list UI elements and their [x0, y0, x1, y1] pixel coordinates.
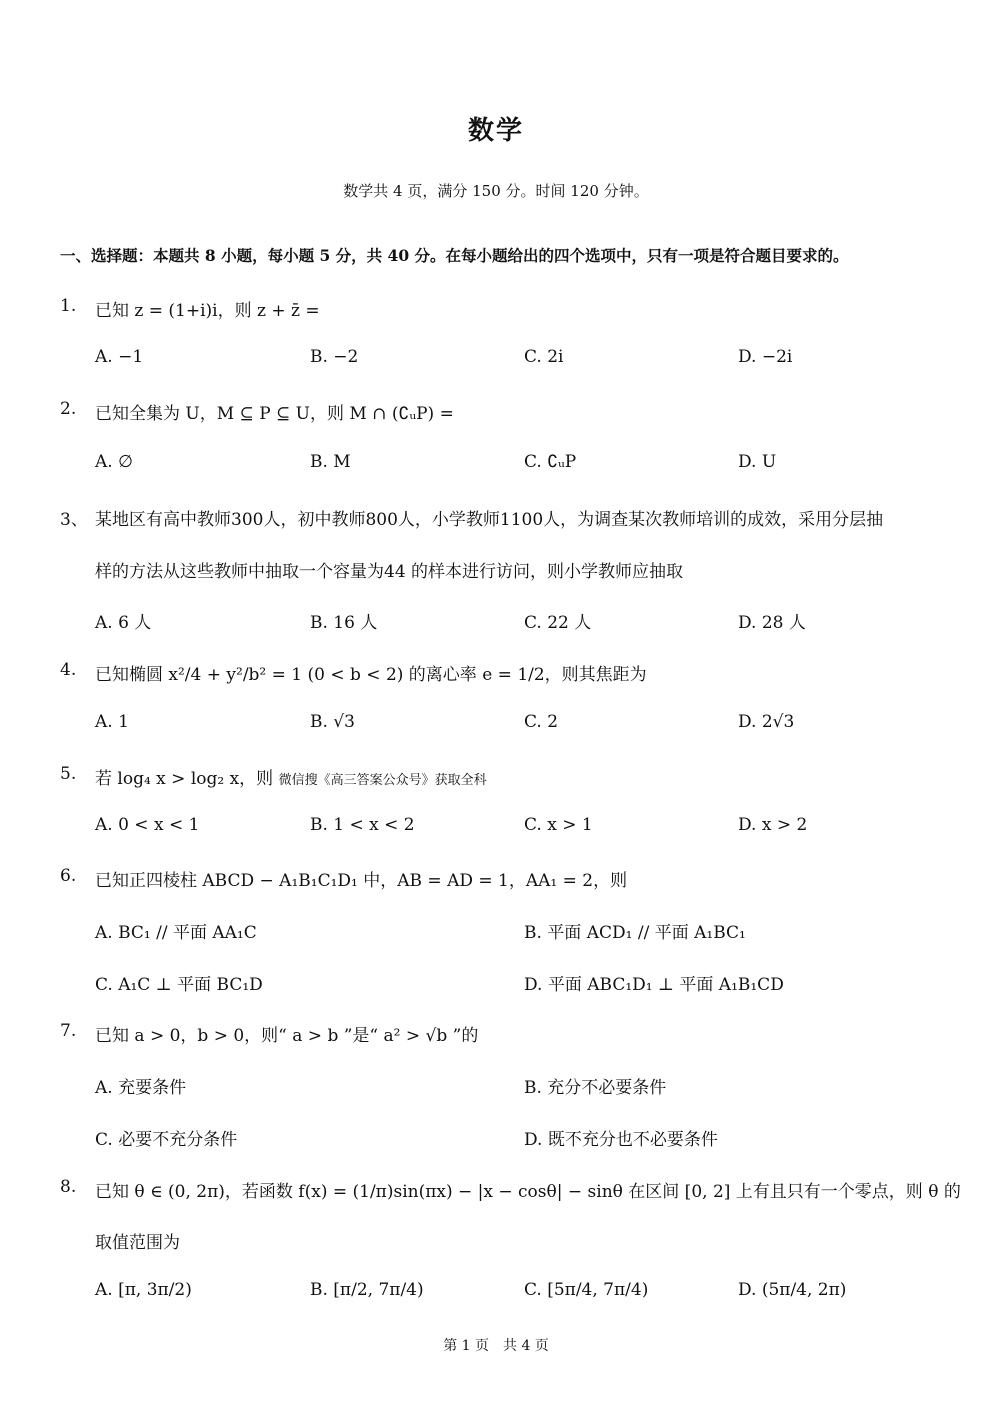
- option-a: A. 6 人: [95, 613, 152, 633]
- section-heading: 一、选择题：本题共 8 小题，每小题 5 分，共 40 分。在每小题给出的四个选项中，只有一项是符合题目要求的。: [60, 246, 849, 265]
- option-a: A. −1: [95, 347, 144, 367]
- option-c: C. 2i: [524, 347, 564, 367]
- question-stem: 已知 z = (1+i)i，则 z + z̄ =: [95, 301, 320, 321]
- option-c: C. 必要不充分条件: [95, 1130, 238, 1150]
- option-a: A. ∅: [95, 452, 133, 472]
- option-b: B. M: [310, 452, 351, 472]
- watermark-note: 微信搜《高三答案公众号》获取全科: [278, 773, 487, 788]
- option-d: D. (5π/4, 2π): [738, 1280, 847, 1300]
- question-stem: 已知 a > 0，b > 0，则“ a > b ”是“ a² > √b ”的: [95, 1026, 479, 1046]
- option-a: A. 1: [95, 712, 129, 732]
- option-b: B. −2: [310, 347, 359, 367]
- question-stem-continued: 取值范围为: [95, 1233, 180, 1253]
- option-c: C. [5π/4, 7π/4): [524, 1280, 649, 1300]
- page-subtitle: 数学共 4 页，满分 150 分。时间 120 分钟。: [343, 182, 649, 200]
- question-number: 1.: [60, 296, 77, 316]
- option-b: B. 平面 ACD₁ // 平面 A₁BC₁: [524, 923, 746, 943]
- option-b: B. 充分不必要条件: [524, 1078, 667, 1098]
- question-stem: 若 log₄ x > log₂ x，则: [95, 769, 274, 789]
- option-d: D. U: [738, 452, 777, 472]
- option-a: A. 0 < x < 1: [95, 815, 200, 835]
- option-b: B. 1 < x < 2: [310, 815, 415, 835]
- option-d: D. 28 人: [738, 613, 806, 633]
- question-number: 2.: [60, 399, 77, 419]
- question-stem: 某地区有高中教师300人，初中教师800人，小学教师1100人，为调查某次教师培训的成效，采用分层抽: [95, 510, 884, 530]
- question-number: 3、: [60, 510, 88, 530]
- question-number: 5.: [60, 764, 77, 784]
- page-title: 数学: [467, 116, 524, 146]
- question-stem: 已知正四棱柱 ABCD − A₁B₁C₁D₁ 中，AB = AD = 1，AA₁ = 2，则: [95, 871, 628, 891]
- option-d: D. 平面 ABC₁D₁ ⊥ 平面 A₁B₁CD: [524, 975, 784, 995]
- option-d: D. x > 2: [738, 815, 808, 835]
- question-number: 6.: [60, 866, 77, 886]
- option-c: C. 2: [524, 712, 559, 732]
- question-number: 4.: [60, 660, 77, 680]
- option-c: C. A₁C ⊥ 平面 BC₁D: [95, 975, 263, 995]
- option-a: A. BC₁ // 平面 AA₁C: [95, 923, 257, 943]
- question-stem-continued: 样的方法从这些教师中抽取一个容量为44 的样本进行访问，则小学教师应抽取: [95, 562, 684, 582]
- question-number: 7.: [60, 1021, 77, 1041]
- option-b: B. [π/2, 7π/4): [310, 1280, 424, 1300]
- question-stem: 已知 θ ∈ (0, 2π)，若函数 f(x) = (1/π)sin(πx) − |x − cosθ| − sinθ 在区间 [0, 2] 上有且只有一个零点，则 θ 的: [95, 1182, 961, 1202]
- option-c: C. x > 1: [524, 815, 593, 835]
- option-c: C. ∁ᵤP: [524, 452, 577, 472]
- option-a: A. [π, 3π/2): [95, 1280, 192, 1300]
- option-b: B. √3: [310, 712, 355, 732]
- option-d: D. 2√3: [738, 712, 795, 732]
- option-c: C. 22 人: [524, 613, 592, 633]
- option-d: D. 既不充分也不必要条件: [524, 1130, 718, 1150]
- question-stem-wrap: [95, 764, 487, 789]
- question-number: 8.: [60, 1177, 77, 1197]
- option-b: B. 16 人: [310, 613, 378, 633]
- page-footer: 第 1 页 共 4 页: [443, 1338, 549, 1354]
- option-a: A. 充要条件: [95, 1078, 187, 1098]
- option-d: D. −2i: [738, 347, 793, 367]
- question-stem: 已知全集为 U，M ⊆ P ⊆ U，则 M ∩ (∁ᵤP) =: [95, 404, 454, 424]
- question-stem: 已知椭圆 x²/4 + y²/b² = 1 (0 < b < 2) 的离心率 e = 1/2，则其焦距为: [95, 665, 647, 685]
